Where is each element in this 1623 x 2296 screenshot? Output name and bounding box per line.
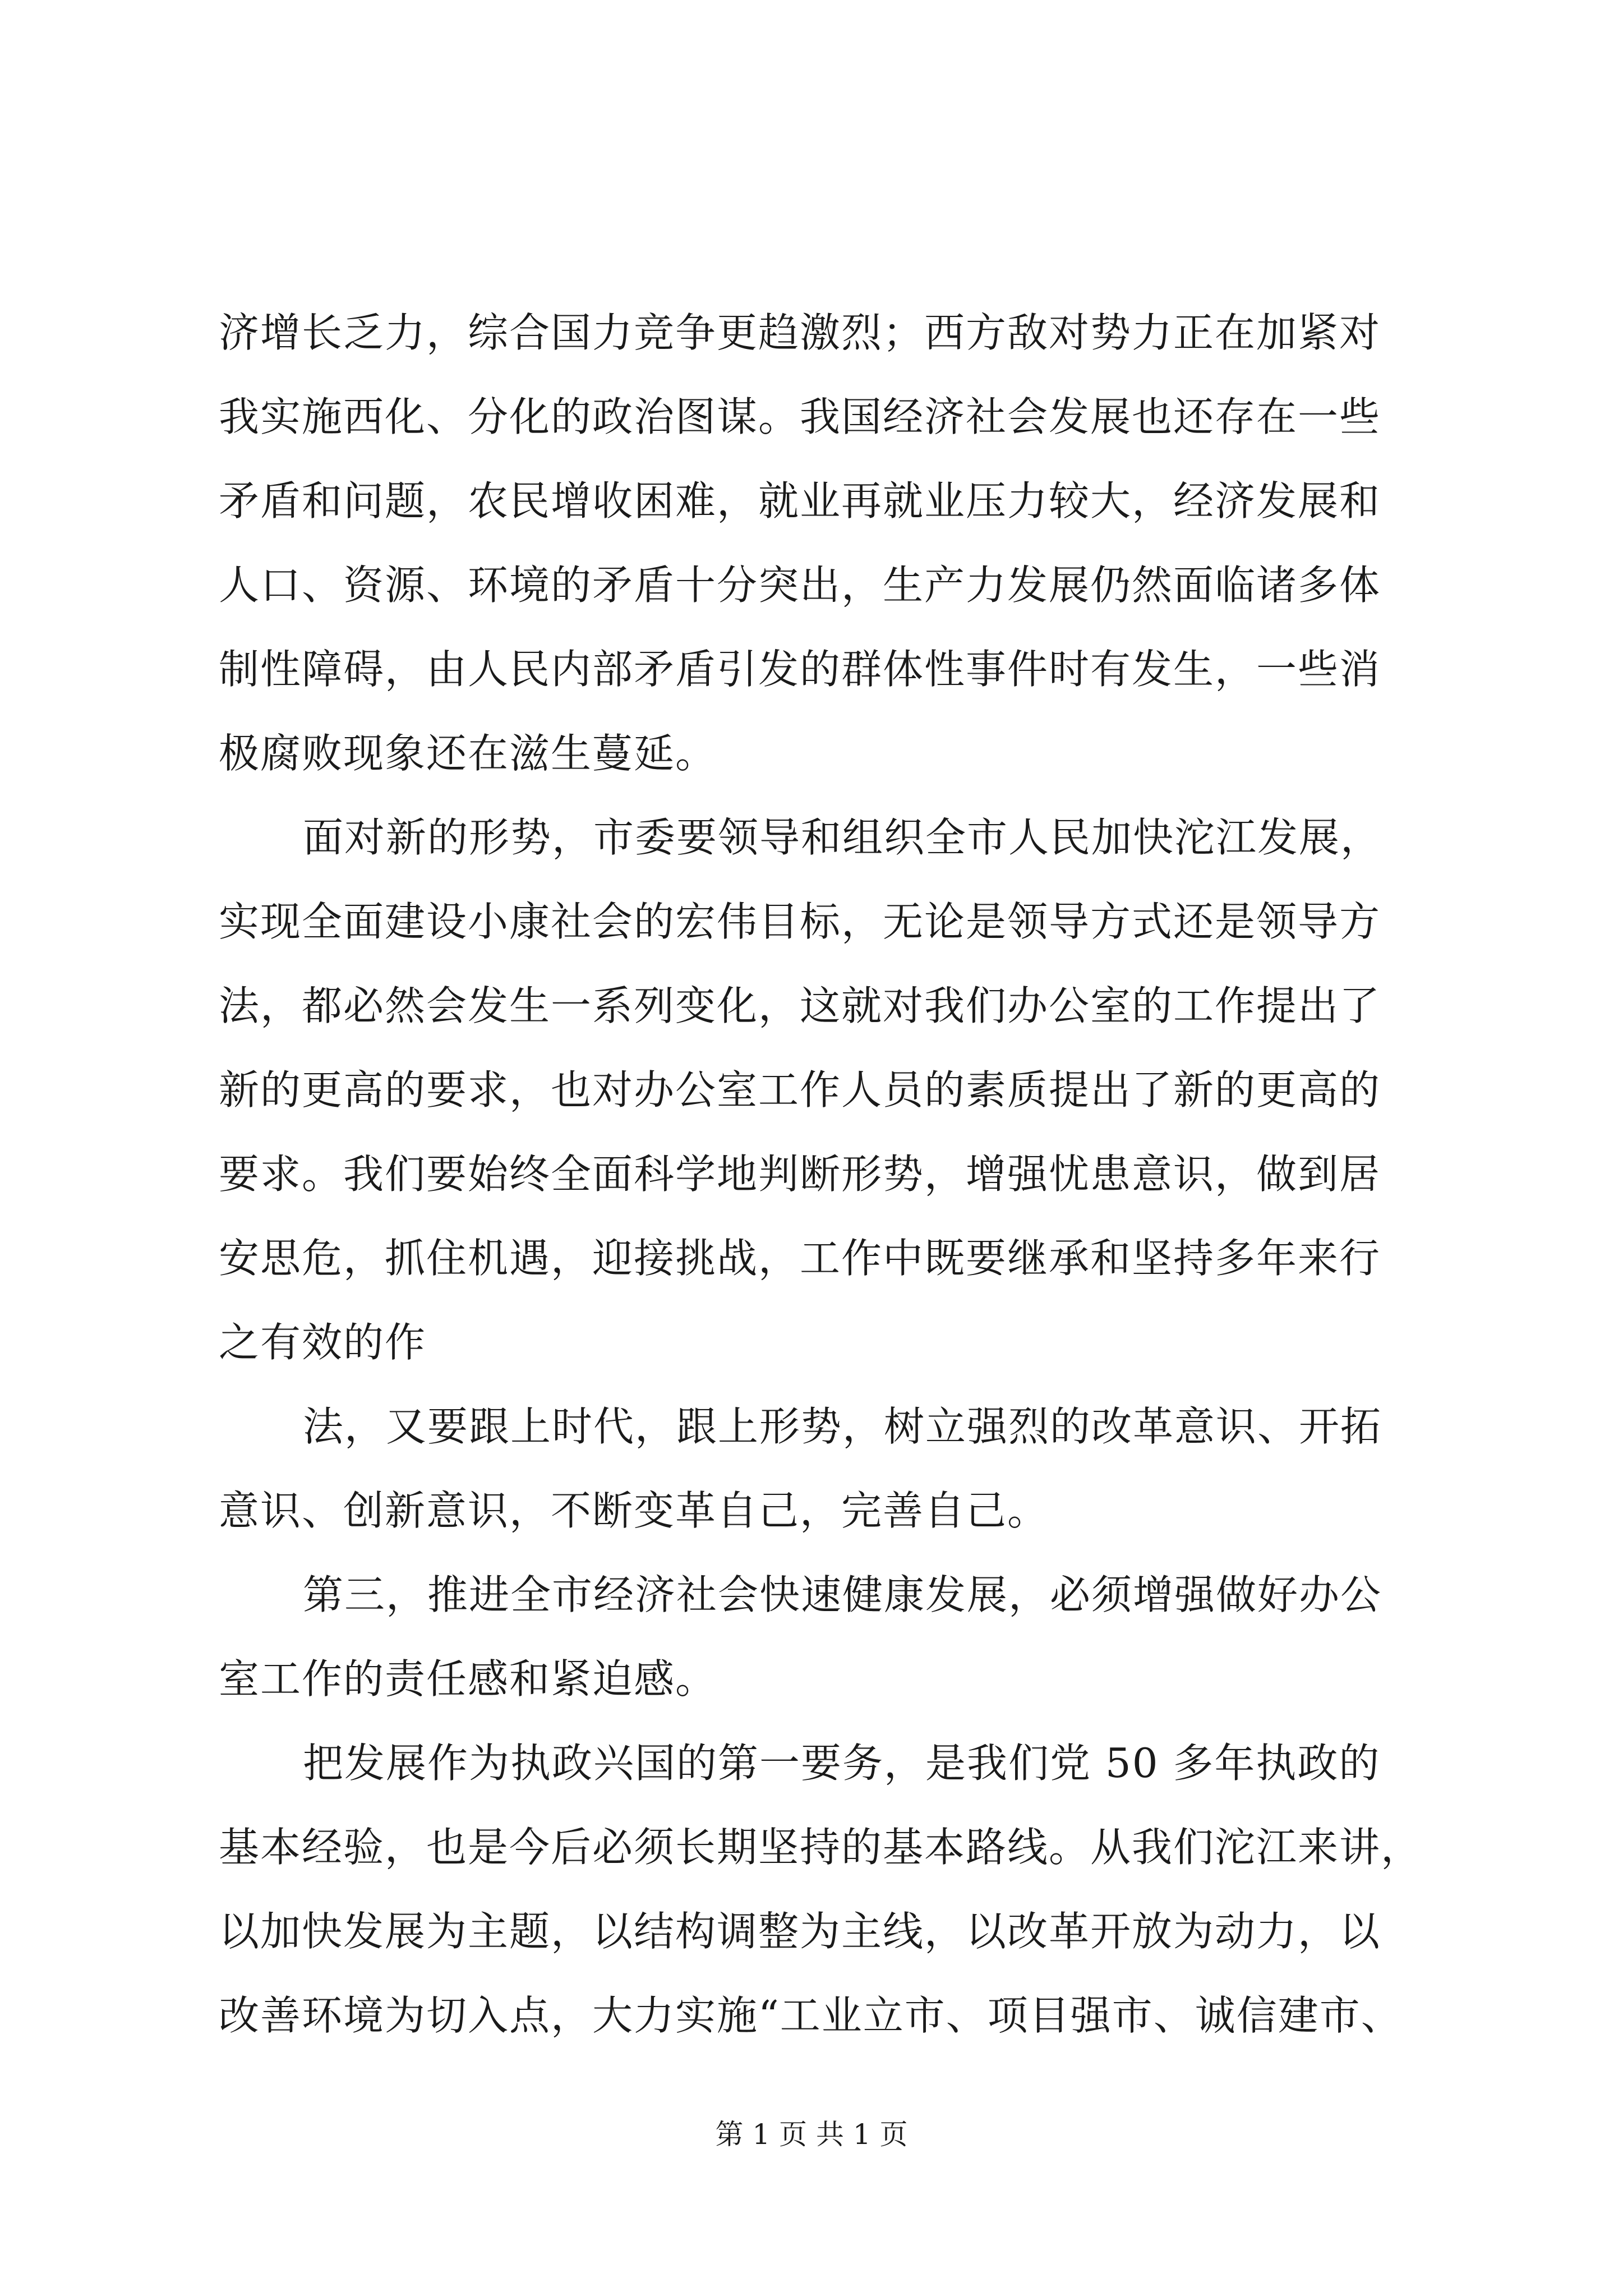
text-line: 基本经验，也是今后必须长期坚持的基本路线。从我们沱江来讲， [219,1824,1423,1871]
text-line: 新的更高的要求，也对办公室工作人员的素质提出了新的更高的 [219,1066,1381,1114]
text-line: 实现全面建设小康社会的宏伟目标，无论是领导方式还是领导方 [219,898,1381,945]
text-line: 室工作的责任感和紧迫感。 [219,1655,717,1703]
text-line: 要求。我们要始终全面科学地判断形势，增强忧患意识，做到居 [219,1151,1381,1198]
page-footer: 第 1 页 共 1 页 [715,2118,908,2151]
paragraph-first-line: 把发展作为执政兴国的第一要务，是我们党 50 多年执政的 [303,1740,1381,1787]
text-line: 极腐败现象还在滋生蔓延。 [219,730,717,777]
text-line: 人口、资源、环境的矛盾十分突出，生产力发展仍然面临诸多体 [219,562,1381,609]
text-line: 制性障碍，由人民内部矛盾引发的群体性事件时有发生，一些消 [219,646,1381,693]
text-line: 安思危，抓住机遇，迎接挑战，工作中既要继承和坚持多年来行 [219,1235,1381,1282]
paragraph-first-line: 第三，推进全市经济社会快速健康发展，必须增强做好办公 [303,1571,1382,1618]
body-text [219,291,1430,2058]
text-line: 矛盾和问题，农民增收困难，就业再就业压力较大，经济发展和 [219,477,1381,524]
paragraph-first-line: 面对新的形势，市委要领导和组织全市人民加快沱江发展， [303,814,1382,861]
text-line: 法，都必然会发生一系列变化，这就对我们办公室的工作提出了 [219,982,1381,1029]
text-line: 济增长乏力，综合国力竞争更趋激烈；西方敌对势力正在加紧对 [219,309,1381,356]
text-line: 改善环境为切入点，大力实施“工业立市、项目强市、诚信建市、 [219,1992,1403,2039]
text-line: 以加快发展为主题，以结构调整为主线，以改革开放为动力，以 [219,1908,1381,1955]
text-line: 之有效的作 [219,1319,427,1366]
text-line: 意识、创新意识，不断变革自己，完善自己。 [219,1487,1049,1534]
text-line: 我实施西化、分化的政治图谋。我国经济社会发展也还存在一些 [219,393,1381,440]
paragraph-first-line: 法，又要跟上时代，跟上形势，树立强烈的改革意识、开拓 [303,1403,1382,1450]
